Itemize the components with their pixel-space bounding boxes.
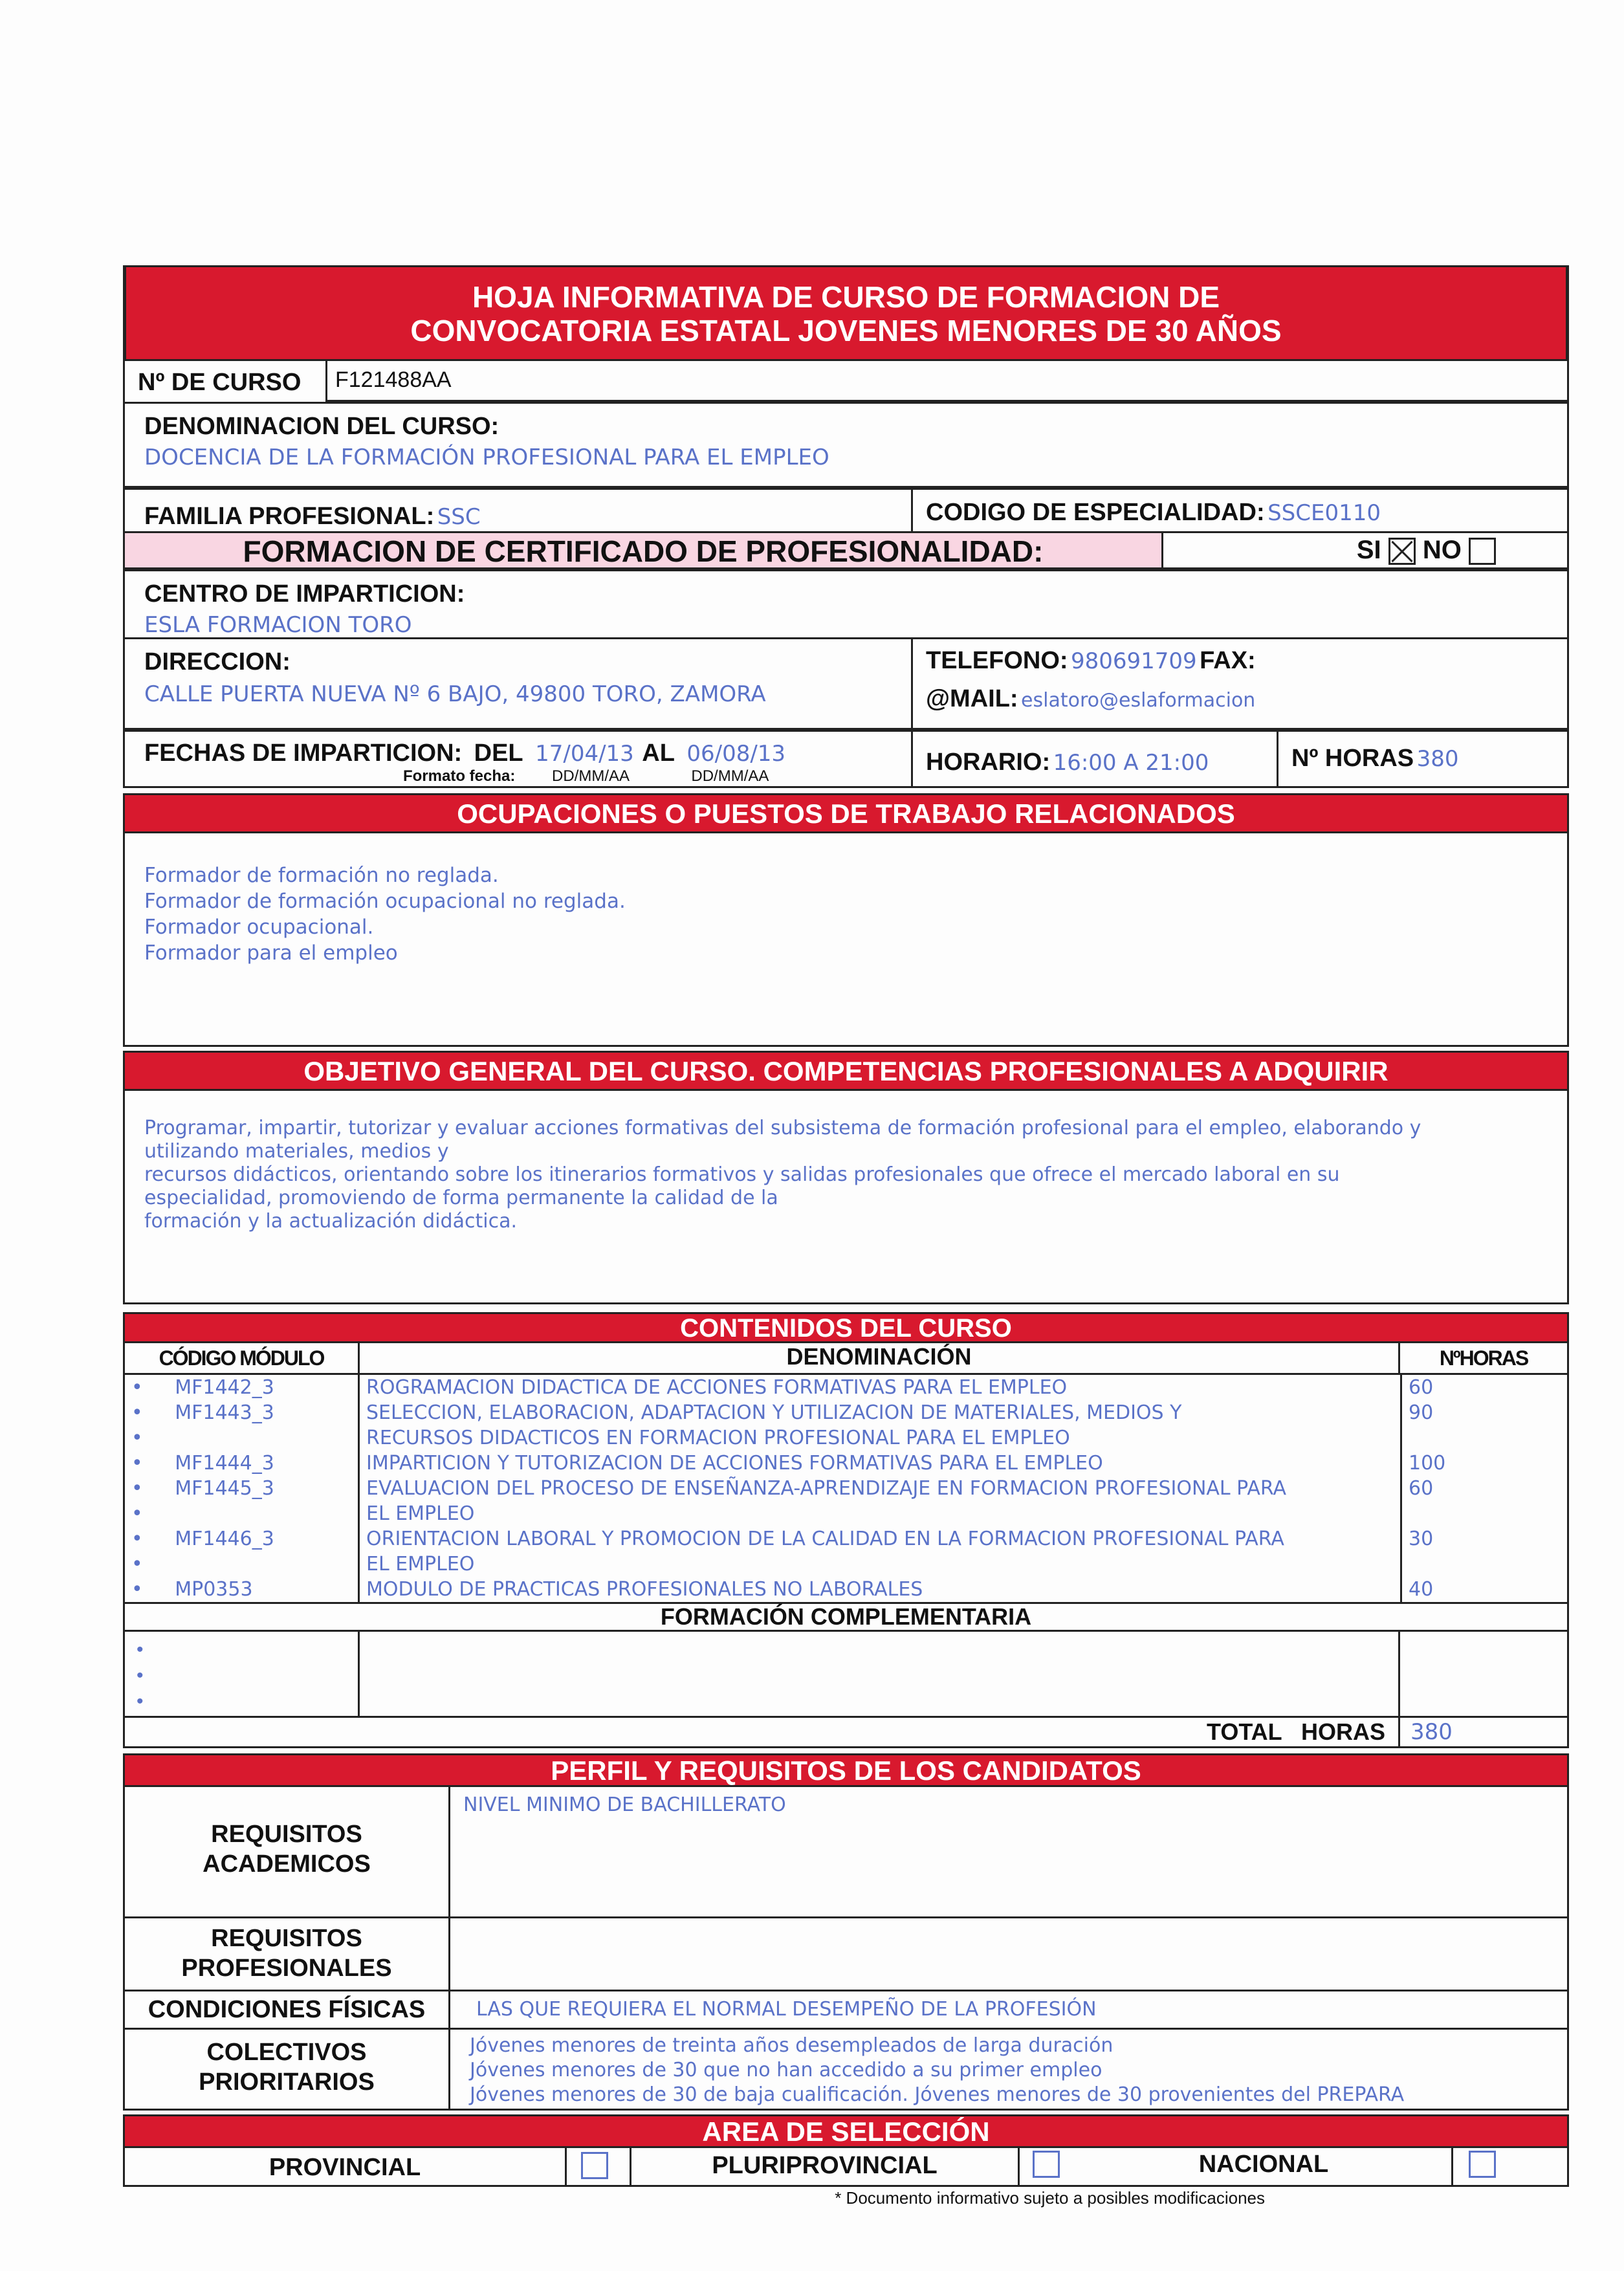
bullet-icon: • <box>137 1691 144 1712</box>
module-name: EVALUACION DEL PROCESO DE ENSEÑANZA-APRENDIZAJE EN FORMACION PROFESIONAL PARA <box>359 1476 1401 1501</box>
priority-groups-label-line1: COLECTIVOS <box>206 2039 367 2066</box>
professional-req-value <box>448 1918 1567 1990</box>
module-hours <box>1401 1425 1568 1451</box>
objective-line: Programar, impartir, tutorizar y evaluar acciones formativas del subsistema de formación profesional para el empleo, elaborando y <box>144 1117 1421 1139</box>
specialty-code-label: CODIGO DE ESPECIALIDAD: <box>926 499 1265 526</box>
module-code-cell <box>125 1526 359 1552</box>
complementary-hours-cell <box>1398 1632 1567 1716</box>
module-code-cell <box>125 1375 359 1400</box>
from-date: 17/04/13 <box>535 741 634 767</box>
module-name: IMPARTICION Y TUTORIZACION DE ACCIONES FORMATIVAS PARA EL EMPLEO <box>359 1451 1401 1476</box>
occupations-header: OCUPACIONES O PUESTOS DE TRABAJO RELACIONADOS <box>123 793 1569 833</box>
module-name: RECURSOS DIDACTICOS EN FORMACION PROFESIONAL PARA EL EMPLEO <box>359 1425 1401 1451</box>
bullet-icon: • <box>131 1427 143 1449</box>
module-row <box>125 1526 1567 1552</box>
si-checkbox[interactable] <box>1388 538 1416 565</box>
priority-groups-row <box>125 2030 1567 2109</box>
address-contact-row <box>123 639 1569 730</box>
modules-table <box>125 1375 1567 1602</box>
module-code: MF1443_3 <box>175 1401 274 1424</box>
date-format-from: DD/MM/AA <box>552 767 629 785</box>
module-name: EL EMPLEO <box>359 1552 1401 1577</box>
form-header <box>123 265 1569 361</box>
specialty-code-cell <box>911 490 1567 531</box>
objective-line: formación y la actualización didáctica. <box>144 1210 517 1233</box>
module-row <box>125 1400 1567 1425</box>
pluriprovincial-label: PLURIPROVINCIAL <box>630 2148 1018 2185</box>
module-hours <box>1401 1552 1568 1577</box>
objective-line: utilizando materiales, medios y <box>144 1140 449 1163</box>
occupations-section <box>123 833 1569 1047</box>
provincial-cell <box>565 2148 630 2185</box>
complementary-header: FORMACIÓN COMPLEMENTARIA <box>125 1602 1567 1630</box>
schedule-cell <box>911 732 1277 786</box>
col-header-hours: NºHORAS <box>1398 1343 1567 1373</box>
total-row <box>125 1716 1567 1746</box>
specialty-code-value: SSCE0110 <box>1267 500 1381 526</box>
center-value: ESLA FORMACION TORO <box>144 612 412 638</box>
objective-section <box>123 1091 1569 1304</box>
contents-column-headers <box>125 1343 1567 1375</box>
priority-groups-label <box>125 2030 448 2109</box>
module-code-cell <box>125 1451 359 1476</box>
bullet-icon: • <box>131 1401 149 1424</box>
academic-req-label-line1: REQUISITOS <box>211 1821 362 1848</box>
phone-value: 980691709 <box>1071 648 1197 674</box>
col-header-code: CÓDIGO MÓDULO <box>159 1346 324 1370</box>
contact-cell <box>911 639 1567 728</box>
nacional-checkbox[interactable] <box>1469 2151 1496 2178</box>
priority-group-line: Jóvenes menores de 30 que no han accedido a su primer empleo <box>470 2059 1103 2081</box>
area-header: AREA DE SELECCIÓN <box>123 2114 1569 2148</box>
hours-cell <box>1277 732 1567 786</box>
module-row <box>125 1577 1567 1602</box>
bullet-icon: • <box>131 1452 149 1475</box>
to-date: 06/08/13 <box>686 741 786 767</box>
bullet-icon: • <box>131 1528 149 1550</box>
module-name: EL EMPLEO <box>359 1501 1401 1526</box>
physical-req-label: CONDICIONES FÍSICAS <box>148 1996 426 2023</box>
module-hours: 90 <box>1401 1400 1568 1425</box>
objective-line: especialidad, promoviendo de forma permanente la calidad de la <box>144 1187 778 1209</box>
complementary-bullets <box>125 1632 358 1716</box>
hours-label: Nº HORAS <box>1291 745 1414 772</box>
bullet-icon: • <box>131 1376 149 1399</box>
module-hours: 100 <box>1401 1451 1568 1476</box>
course-name-section <box>123 404 1569 488</box>
center-label: CENTRO DE IMPARTICION: <box>144 580 465 608</box>
module-name: ORIENTACION LABORAL Y PROMOCION DE LA CALIDAD EN LA FORMACION PROFESIONAL PARA <box>359 1526 1401 1552</box>
center-section <box>123 569 1569 639</box>
certificate-label: FORMACION DE CERTIFICADO DE PROFESIONALIDAD: <box>125 533 1163 567</box>
priority-groups-label-line2: PRIORITARIOS <box>199 2068 375 2096</box>
complementary-body <box>125 1630 1567 1716</box>
course-number-row <box>123 361 1569 404</box>
family-cell <box>125 490 911 531</box>
objective-header: OBJETIVO GENERAL DEL CURSO. COMPETENCIAS PROFESIONALES A ADQUIRIR <box>123 1051 1569 1091</box>
footer-note: * Documento informativo sujeto a posibles modificaciones <box>835 2188 1265 2208</box>
form-title-line2: CONVOCATORIA ESTATAL JOVENES MENORES DE 30 AÑOS <box>410 314 1282 347</box>
module-code: MF1446_3 <box>175 1528 274 1550</box>
physical-req-value: LAS QUE REQUIERA EL NORMAL DESEMPEÑO DE LA PROFESIÓN <box>448 1991 1567 2028</box>
academic-req-row <box>125 1787 1567 1918</box>
contents-header: CONTENIDOS DEL CURSO <box>123 1312 1569 1343</box>
dates-row <box>123 730 1569 788</box>
module-hours <box>1401 1501 1568 1526</box>
profile-header: PERFIL Y REQUISITOS DE LOS CANDIDATOS <box>123 1753 1569 1787</box>
module-code-cell <box>125 1476 359 1501</box>
from-label: DEL <box>474 740 523 767</box>
phone-label: TELEFONO: <box>926 647 1068 674</box>
module-code-cell <box>125 1425 359 1451</box>
module-hours: 60 <box>1401 1375 1568 1400</box>
module-hours: 30 <box>1401 1526 1568 1552</box>
nacional-cell <box>1451 2148 1567 2185</box>
priority-group-line: Jóvenes menores de 30 de baja cualificación. Jóvenes menores de 30 provenientes del PREPARA <box>470 2083 1405 2106</box>
bullet-icon: • <box>131 1553 143 1575</box>
si-label: SI <box>1356 536 1381 564</box>
module-name: MODULO DE PRACTICAS PROFESIONALES NO LABORALES <box>359 1577 1401 1602</box>
pluriprovincial-checkbox[interactable] <box>1033 2151 1060 2178</box>
module-row <box>125 1375 1567 1400</box>
address-label: DIRECCION: <box>144 648 291 675</box>
objective-line: recursos didácticos, orientando sobre los itinerarios formativos y salidas profesionales que ofrece el mercado laboral en su <box>144 1163 1340 1186</box>
module-code-cell <box>125 1501 359 1526</box>
bullet-icon: • <box>131 1502 143 1525</box>
address-value: CALLE PUERTA NUEVA Nº 6 BAJO, 49800 TORO, ZAMORA <box>144 681 766 707</box>
total-label: TOTAL HORAS <box>1206 1718 1385 1745</box>
occupation-line: Formador para el empleo <box>144 941 398 965</box>
bullet-icon: • <box>131 1578 149 1601</box>
certificate-row <box>123 533 1569 569</box>
complementary-name-cell <box>358 1632 1398 1716</box>
family-value: SSC <box>437 504 481 530</box>
mail-value: eslatoro@eslaformacion <box>1021 689 1256 712</box>
professional-req-label <box>125 1918 448 1990</box>
area-options-row <box>123 2148 1569 2187</box>
module-row <box>125 1451 1567 1476</box>
mail-label: @MAIL: <box>926 685 1018 712</box>
pluriprovincial-cell <box>1018 2148 1076 2185</box>
course-info-form <box>123 265 1569 2208</box>
address-cell <box>125 639 911 728</box>
total-value: 380 <box>1398 1718 1567 1746</box>
fax-label: FAX: <box>1200 647 1256 674</box>
module-row <box>125 1552 1567 1577</box>
priority-group-line: Jóvenes menores de treinta años desempleados de larga duración <box>470 2034 1114 2057</box>
module-row <box>125 1501 1567 1526</box>
to-label: AL <box>642 740 675 767</box>
course-name-label: DENOMINACION DEL CURSO: <box>144 413 499 440</box>
module-name: ROGRAMACION DIDACTICA DE ACCIONES FORMATIVAS PARA EL EMPLEO <box>359 1375 1401 1400</box>
course-number-label: Nº DE CURSO <box>138 369 302 396</box>
module-name: SELECCION, ELABORACION, ADAPTACION Y UTILIZACION DE MATERIALES, MEDIOS Y <box>359 1400 1401 1425</box>
academic-req-value: NIVEL MINIMO DE BACHILLERATO <box>448 1787 1567 1916</box>
no-label: NO <box>1422 536 1462 564</box>
schedule-value: 16:00 A 21:00 <box>1053 750 1209 776</box>
priority-groups-value <box>448 2030 1567 2109</box>
col-header-name: DENOMINACIÓN <box>358 1343 1398 1373</box>
schedule-label: HORARIO: <box>926 749 1051 776</box>
module-row <box>125 1476 1567 1501</box>
contents-section <box>123 1343 1569 1748</box>
dates-cell <box>125 732 911 786</box>
form-title-line1: HOJA INFORMATIVA DE CURSO DE FORMACION DE <box>472 280 1220 314</box>
module-hours: 60 <box>1401 1476 1568 1501</box>
provincial-checkbox[interactable] <box>581 2152 608 2179</box>
module-row <box>125 1425 1567 1451</box>
hours-value: 380 <box>1416 746 1459 772</box>
dates-label: FECHAS DE IMPARTICION: <box>144 740 463 767</box>
bullet-icon: • <box>137 1665 144 1686</box>
academic-req-label <box>125 1787 448 1916</box>
physical-req-row <box>125 1991 1567 2030</box>
module-code: MF1445_3 <box>175 1477 274 1500</box>
module-code-cell <box>125 1577 359 1602</box>
profile-section <box>123 1787 1569 2111</box>
certificate-options <box>1163 533 1567 567</box>
bullet-icon: • <box>131 1477 149 1500</box>
course-name-value: DOCENCIA DE LA FORMACIÓN PROFESIONAL PARA EL EMPLEO <box>144 444 829 470</box>
module-code-cell <box>125 1552 359 1577</box>
course-number-value: F121488AA <box>325 361 1567 402</box>
module-code: MF1444_3 <box>175 1452 274 1475</box>
module-code-cell <box>125 1400 359 1425</box>
date-format-to: DD/MM/AA <box>691 767 769 785</box>
no-checkbox[interactable] <box>1469 538 1496 565</box>
family-code-row <box>123 488 1569 533</box>
occupation-line: Formador ocupacional. <box>144 916 374 939</box>
academic-req-label-line2: ACADEMICOS <box>203 1850 371 1878</box>
professional-req-row <box>125 1918 1567 1991</box>
professional-req-label-line2: PROFESIONALES <box>181 1955 392 1982</box>
module-code: MP0353 <box>175 1578 253 1601</box>
professional-req-label-line1: REQUISITOS <box>211 1925 362 1952</box>
module-code: MF1442_3 <box>175 1376 274 1399</box>
family-label: FAMILIA PROFESIONAL: <box>144 503 435 530</box>
provincial-label: PROVINCIAL <box>269 2154 421 2181</box>
occupation-line: Formador de formación no reglada. <box>144 864 499 887</box>
nacional-label: NACIONAL <box>1198 2151 1329 2178</box>
occupation-line: Formador de formación ocupacional no reglada. <box>144 890 626 913</box>
module-hours: 40 <box>1401 1577 1568 1602</box>
bullet-icon: • <box>137 1639 144 1660</box>
date-format-label: Formato fecha: <box>403 767 516 785</box>
